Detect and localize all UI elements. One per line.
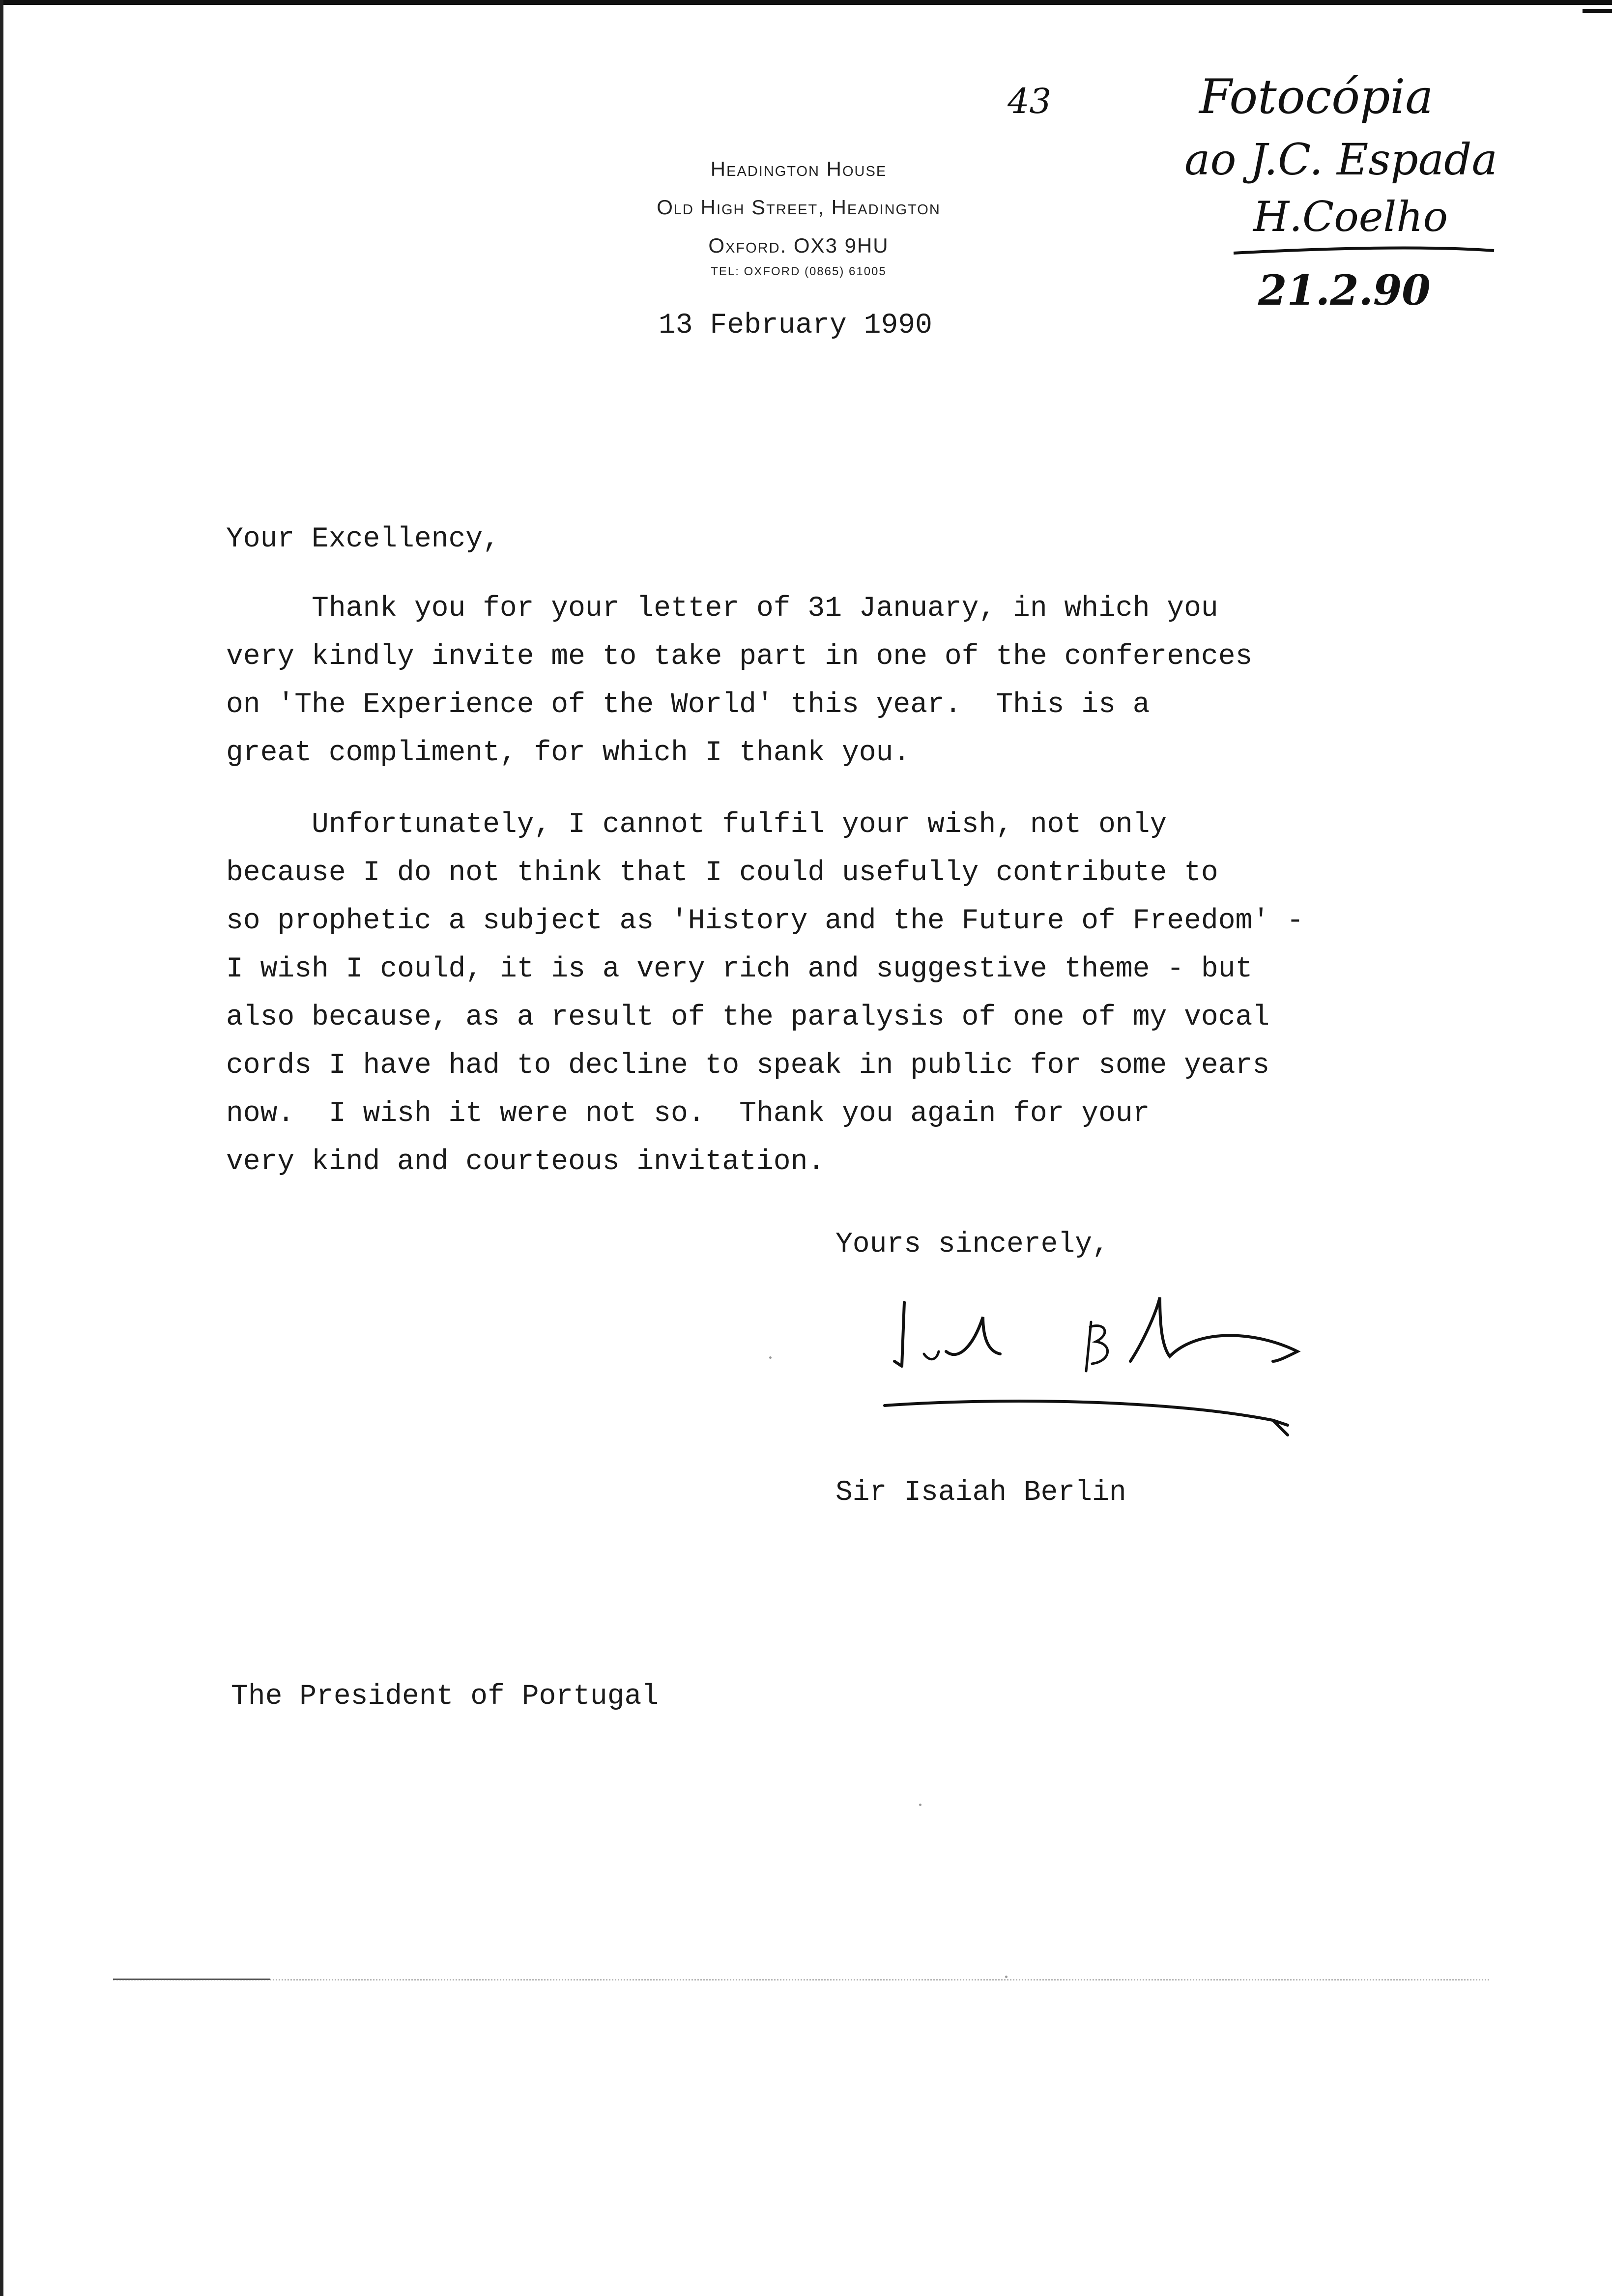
body-line: also because, as a result of the paralysis of one of my vocal	[226, 1002, 1270, 1033]
annotation-line2: ao J.C. Espada	[1184, 134, 1497, 185]
addressee: The President of Portugal	[231, 1681, 659, 1713]
signature	[865, 1288, 1356, 1455]
letter-date: 13 February 1990	[659, 310, 932, 342]
body-line: so prophetic a subject as 'History and the Future of Freedom' -	[226, 905, 1304, 937]
body-line: I wish I could, it is a very rich and suggestive theme - but	[226, 953, 1253, 985]
body-line: on 'The Experience of the World' this year. This is a	[226, 689, 1150, 721]
letterhead-city: Oxford. OX3 9HU	[708, 234, 889, 257]
closing: Yours sincerely,	[835, 1229, 1109, 1261]
scan-speck	[1005, 1976, 1008, 1978]
handwritten-page-number	[1003, 74, 1081, 133]
paragraph-2	[226, 801, 1504, 1186]
body-line: Thank you for your letter of 31 January, in which you	[226, 593, 1218, 625]
annotation-initials: H.Coelho	[1253, 193, 1448, 241]
body-line: because I do not think that I could usefully contribute to	[226, 857, 1218, 889]
scan-edge-left	[0, 0, 3, 2296]
letterhead-telephone: TEL: OXFORD (0865) 61005	[711, 265, 887, 278]
letterhead-street: Old High Street, Headington	[657, 196, 941, 219]
scan-edge-top	[0, 0, 1612, 5]
scan-edge-tab	[1583, 9, 1612, 13]
body-line: very kind and courteous invitation.	[226, 1146, 825, 1178]
salutation: Your Excellency,	[226, 523, 500, 555]
fold-line-mark	[113, 1979, 270, 1980]
scan-speck	[769, 1356, 772, 1359]
page-number-text: 43	[1008, 81, 1052, 121]
body-line: cords I have had to decline to speak in public for some years	[226, 1050, 1270, 1082]
handwritten-annotation	[1170, 64, 1573, 319]
paragraph-1	[226, 585, 1504, 777]
letterhead-house: Headington House	[710, 157, 887, 180]
fold-line	[113, 1979, 1489, 1980]
body-line: great compliment, for which I thank you.	[226, 737, 911, 769]
body-line: very kindly invite me to take part in one of the conferences	[226, 641, 1253, 673]
annotation-line1: Fotocópia	[1199, 69, 1434, 124]
signatory-name: Sir Isaiah Berlin	[835, 1477, 1126, 1509]
annotation-date: 21.2.90	[1258, 266, 1431, 315]
body-line: Unfortunately, I cannot fulfil your wish, not only	[226, 809, 1167, 841]
annotation-underline	[1234, 248, 1494, 253]
body-line: now. I wish it were not so. Thank you again for your	[226, 1098, 1150, 1130]
letterhead	[516, 150, 1081, 282]
scan-speck	[919, 1804, 921, 1806]
